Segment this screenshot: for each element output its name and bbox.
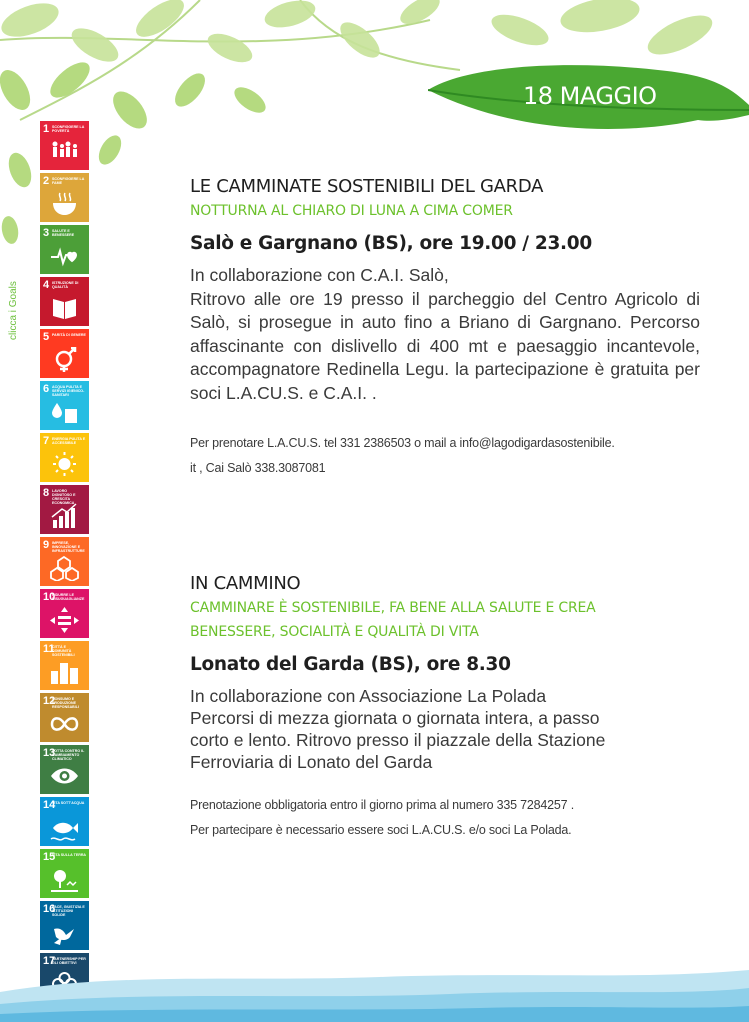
event-2-booking-line: Per partecipare è necessario essere soci L.A.CU.S. e/o soci La Polada. xyxy=(190,823,572,837)
sdg-goal-tile[interactable] xyxy=(40,693,89,742)
sdg-goal-tile[interactable] xyxy=(40,849,89,898)
event-2-subtitle-line: BENESSERE, SOCIALITÀ E QUALITÀ DI VITA xyxy=(190,624,479,640)
bowl-icon xyxy=(50,191,79,217)
sdg-goal-tile[interactable] xyxy=(40,433,89,482)
goals-link[interactable]: clicca i Goals xyxy=(8,281,19,340)
event-1-body-line: In collaborazione con C.A.I. Salò, xyxy=(190,265,449,285)
date-badge-text: 18 MAGGIO xyxy=(523,82,657,110)
cubes-icon xyxy=(50,555,79,581)
sun-icon xyxy=(50,451,79,477)
dove-icon xyxy=(50,919,79,945)
city-icon xyxy=(50,659,79,685)
water-icon xyxy=(50,399,79,425)
event-2-booking xyxy=(190,793,700,843)
event-2-body-line: corto e lento. Ritrovo presso il piazzale della Stazione xyxy=(190,730,606,750)
sdg-goal-number: 10 xyxy=(43,591,56,603)
event-1-title: LE CAMMINATE SOSTENIBILI DEL GARDA xyxy=(190,176,544,197)
event-1-booking xyxy=(190,431,700,481)
event-2-body-line: Percorsi di mezza giornata o giornata intera, a passo xyxy=(190,708,600,728)
growth-chart-icon xyxy=(50,503,79,529)
sdg-goal-tile[interactable] xyxy=(40,121,89,170)
event-2-title: IN CAMMINO xyxy=(190,573,301,594)
sdg-goal-label: ISTRUZIONE DI QUALITÀ xyxy=(52,281,79,289)
heartbeat-icon xyxy=(50,243,79,269)
family-icon xyxy=(50,139,79,165)
tree-icon xyxy=(50,867,79,893)
sdg-goal-tile[interactable] xyxy=(40,381,89,430)
sdg-goal-number: 16 xyxy=(43,903,56,915)
event-2-subtitle-line: CAMMINARE È SOSTENIBILE, FA BENE ALLA SALUTE E CREA xyxy=(190,600,596,616)
event-2-booking-line: Prenotazione obbligatoria entro il giorno prima al numero 335 7284257 . xyxy=(190,798,574,812)
sdg-goal-label: SCONFIGGERE LA FAME xyxy=(52,177,85,185)
sdg-goal-number: 5 xyxy=(43,331,50,343)
gender-icon xyxy=(50,347,79,373)
sdg-goal-label: PARTNERSHIP PER GLI OBIETTIVI xyxy=(52,957,86,965)
sdg-goal-tile[interactable] xyxy=(40,485,89,534)
event-1-subtitle: NOTTURNA AL CHIARO DI LUNA A CIMA COMER xyxy=(190,203,513,219)
sdg-goal-label: SALUTE E BENESSERE xyxy=(52,229,75,237)
sdg-goal-label: LOTTA CONTRO IL CAMBIAMENTO CLIMATICO xyxy=(52,749,85,761)
sdg-goal-number: 13 xyxy=(43,747,56,759)
sdg-goal-tile[interactable] xyxy=(40,901,89,950)
sdg-goal-tile[interactable] xyxy=(40,537,89,586)
sdg-goal-number: 2 xyxy=(43,175,50,187)
sdg-goal-label: LAVORO DIGNITOSO E CRESCITA ECONOMICA xyxy=(52,489,76,505)
sdg-goal-label: VITA SOTT'ACQUA xyxy=(52,801,85,805)
sdg-goal-label: IMPRESE, INNOVAZIONE E INFRASTRUTTURE xyxy=(52,541,85,553)
sdg-goal-label: CONSUMO E PRODUZIONE RESPONSABILI xyxy=(52,697,79,709)
equality-icon xyxy=(50,607,79,633)
sdg-goal-label: VITA SULLA TERRA xyxy=(52,853,87,857)
sdg-goal-number: 15 xyxy=(43,851,56,863)
event-2 xyxy=(190,573,700,843)
sdg-goal-tile[interactable] xyxy=(40,797,89,846)
event-1-body xyxy=(190,264,700,405)
sdg-goal-number: 4 xyxy=(43,279,50,291)
sdg-goal-tile[interactable] xyxy=(40,173,89,222)
event-1-booking-line: Per prenotare L.A.CU.S. tel 331 2386503 o mail a info@lagodigardasostenibile. xyxy=(190,436,615,450)
sdg-goal-number: 14 xyxy=(43,799,56,811)
sdg-goals-column xyxy=(40,121,89,1005)
sdg-goal-tile[interactable] xyxy=(40,277,89,326)
sdg-goal-number: 8 xyxy=(43,487,50,499)
event-2-body-line: In collaborazione con Associazione La Polada xyxy=(190,686,547,706)
sdg-goal-tile[interactable] xyxy=(40,225,89,274)
event-1-body-line: Ritrovo alle ore 19 presso il parcheggio del Centro Agricolo di Salò, si prosegue in auto fino a Briano di Gargnano. Percorso affascinante con dislivello di 400 mt e paesaggio incantevole, accompagnatore Redinella Legu. la partecipazione è gratuita per soci L.A.CU.S. e C.A.I. . xyxy=(190,288,700,403)
event-2-body xyxy=(190,685,700,773)
sdg-goal-label: PARITÀ DI GENERE xyxy=(52,333,86,337)
fish-icon xyxy=(50,815,79,841)
event-1-booking-line: it , Cai Salò 338.3087081 xyxy=(190,461,326,475)
sdg-goal-tile[interactable] xyxy=(40,641,89,690)
sdg-goal-label: CITTÀ E COMUNITÀ SOSTENIBILI xyxy=(52,645,75,657)
sdg-goal-tile[interactable] xyxy=(40,329,89,378)
sdg-goal-number: 1 xyxy=(43,123,50,135)
sdg-goal-number: 6 xyxy=(43,383,50,395)
event-2-place-time: Lonato del Garda (BS), ore 8.30 xyxy=(190,654,511,675)
sdg-goal-number: 9 xyxy=(43,539,50,551)
sdg-goal-number: 11 xyxy=(43,643,55,655)
sdg-goal-tile[interactable] xyxy=(40,589,89,638)
eye-icon xyxy=(50,763,79,789)
sdg-goal-number: 3 xyxy=(43,227,50,239)
sdg-goal-label: ACQUA PULITA E SERVIZI IGIENICO-SANITARI xyxy=(52,385,85,397)
event-1 xyxy=(190,176,700,481)
water-wave-decoration xyxy=(0,952,749,1022)
infinity-icon xyxy=(50,711,79,737)
sdg-goal-label: PACE, GIUSTIZIA E ISTITUZIONI SOLIDE xyxy=(52,905,85,917)
sdg-goal-tile[interactable] xyxy=(40,745,89,794)
sdg-goal-label: SCONFIGGERE LA POVERTÀ xyxy=(52,125,85,133)
event-2-body-line: Ferroviaria di Lonato del Garda xyxy=(190,752,433,772)
event-2-subtitle xyxy=(190,596,700,644)
sdg-goal-number: 7 xyxy=(43,435,50,447)
sdg-goal-label: ENERGIA PULITA E ACCESSIBILE xyxy=(52,437,86,445)
sdg-goal-number: 17 xyxy=(43,955,56,967)
book-icon xyxy=(50,295,79,321)
sdg-goal-number: 12 xyxy=(43,695,56,707)
sdg-goal-label: RIDURRE LE DISUGUAGLIANZE xyxy=(52,593,85,601)
event-1-place-time: Salò e Gargnano (BS), ore 19.00 / 23.00 xyxy=(190,233,592,254)
